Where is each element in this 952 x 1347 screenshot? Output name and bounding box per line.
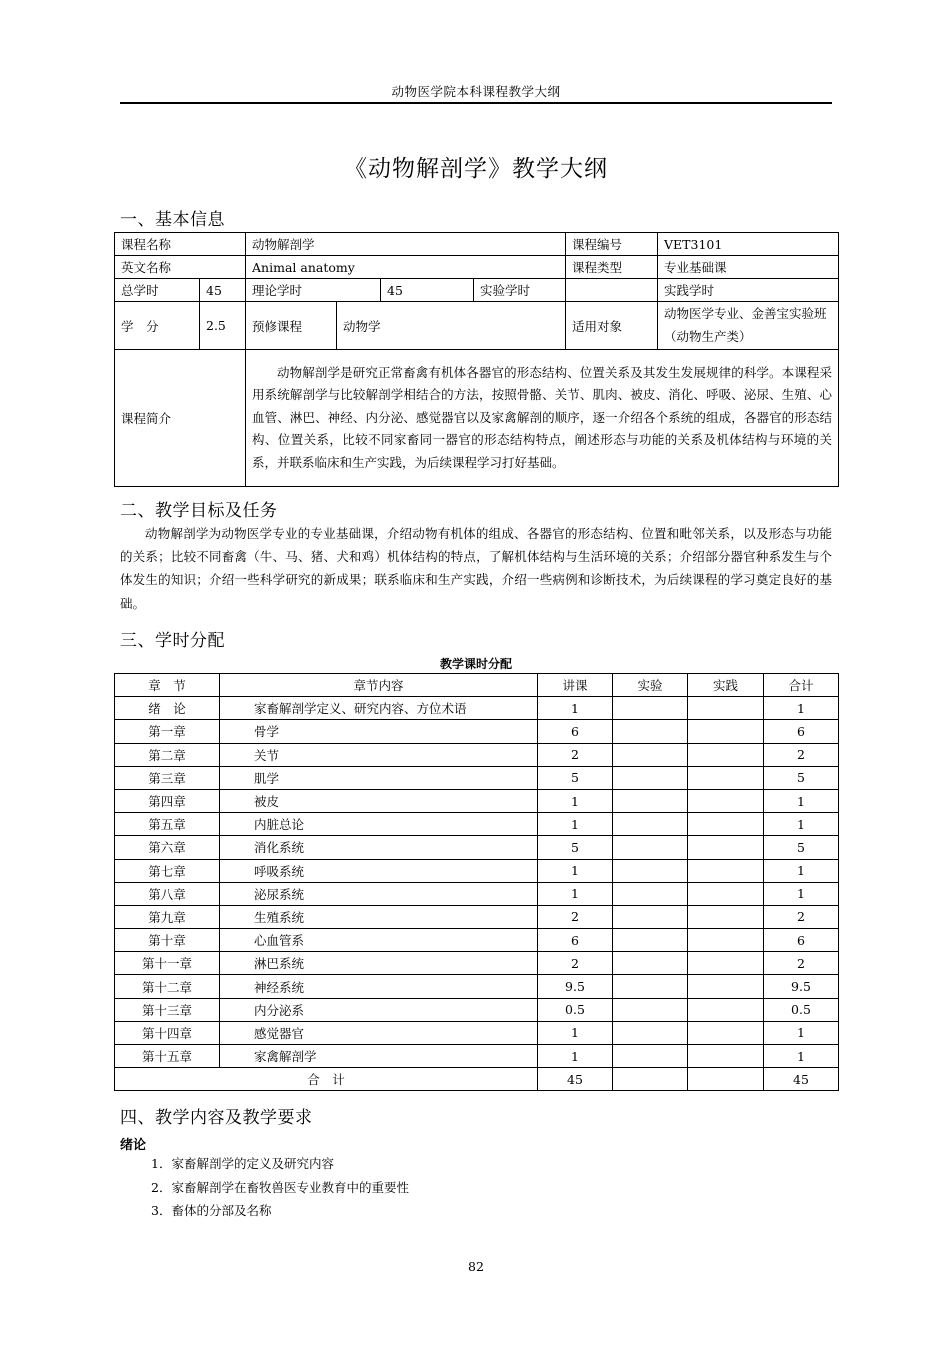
row-total: 2 — [764, 743, 839, 766]
row-practice — [688, 1045, 764, 1068]
row-lab — [613, 743, 688, 766]
row-content: 肌学 — [220, 766, 538, 789]
row-lecture: 1 — [538, 1045, 613, 1068]
row-total: 0.5 — [764, 998, 839, 1021]
intro-subheading: 绪论 — [120, 1138, 147, 1153]
credits-label: 学 分 — [115, 302, 200, 350]
course-name-label: 课程名称 — [115, 233, 246, 256]
row-chapter: 第六章 — [115, 836, 220, 859]
table-row — [115, 905, 839, 928]
table-row — [115, 882, 839, 905]
row-lab — [613, 882, 688, 905]
row-practice — [688, 766, 764, 789]
row-lab — [613, 1021, 688, 1044]
table-row — [115, 975, 839, 998]
row-total: 6 — [764, 929, 839, 952]
row-lab — [613, 1045, 688, 1068]
row-chapter: 第十三章 — [115, 998, 220, 1021]
intro-label: 课程简介 — [115, 350, 246, 487]
course-code-label: 课程编号 — [566, 233, 658, 256]
audience-label: 适用对象 — [566, 302, 658, 350]
row-content: 生殖系统 — [220, 905, 538, 928]
running-header: 动物医学院本科课程教学大纲 — [391, 84, 561, 99]
row-lecture: 1 — [538, 882, 613, 905]
row-content: 被皮 — [220, 789, 538, 812]
row-chapter: 绪 论 — [115, 697, 220, 720]
table-sum-row — [115, 1068, 839, 1091]
document-title: 《动物解剖学》教学大纲 — [344, 156, 608, 182]
basic-info-table — [114, 232, 839, 487]
row-lecture: 1 — [538, 813, 613, 836]
course-code: VET3101 — [658, 233, 839, 256]
row-total: 2 — [764, 905, 839, 928]
row-lab — [613, 859, 688, 882]
row-lecture: 1 — [538, 859, 613, 882]
course-type: 专业基础课 — [658, 256, 839, 279]
row-chapter: 第九章 — [115, 905, 220, 928]
row-lecture: 2 — [538, 905, 613, 928]
table-row — [115, 789, 839, 812]
row-lab — [613, 952, 688, 975]
row-chapter: 第三章 — [115, 766, 220, 789]
hours-header-row — [115, 674, 839, 697]
lab-hours-label: 实验学时 — [474, 279, 566, 302]
row-chapter: 第五章 — [115, 813, 220, 836]
objectives-paragraph: 动物解剖学为动物医学专业的专业基础课，介绍动物有机体的组成、各器官的形态结构、位置和毗邻关系，以及形态与功能的关系；比较不同畜禽（牛、马、猪、犬和鸡）机体结构的特点，了解机体结构与生活环境的关系；介绍部分器官种系发生与个体发生的知识；介绍一些科学研究的新成果；联系临床和生产实践，介绍一些病例和诊断技术，为后续课程的学习奠定良好的基础。 — [120, 526, 832, 611]
row-total: 9.5 — [764, 975, 839, 998]
row-total: 1 — [764, 859, 839, 882]
table-row — [115, 743, 839, 766]
hours-table-body — [115, 674, 839, 1091]
row-practice — [688, 720, 764, 743]
credits: 2.5 — [200, 302, 246, 350]
row-practice — [688, 859, 764, 882]
row-chapter: 第十二章 — [115, 975, 220, 998]
row-total: 1 — [764, 1045, 839, 1068]
row-content: 神经系统 — [220, 975, 538, 998]
row-content: 家禽解剖学 — [220, 1045, 538, 1068]
total-hours-label: 总学时 — [115, 279, 200, 302]
section-heading-content: 四、教学内容及教学要求 — [120, 1108, 313, 1128]
hours-table-caption: 教学课时分配 — [439, 657, 512, 671]
row-total: 1 — [764, 697, 839, 720]
row-lab — [613, 929, 688, 952]
row-practice — [688, 697, 764, 720]
row-chapter: 第四章 — [115, 789, 220, 812]
list-item: 2．家畜解剖学在畜牧兽医专业教育中的重要性 — [151, 1179, 409, 1195]
row-lecture: 2 — [538, 952, 613, 975]
list-item: 1．家畜解剖学的定义及研究内容 — [151, 1156, 334, 1171]
lab-hours — [566, 279, 658, 302]
section-heading-basic-info: 一、基本信息 — [120, 210, 225, 230]
row-content: 关节 — [220, 743, 538, 766]
table-row — [115, 1045, 839, 1068]
row-content: 骨学 — [220, 720, 538, 743]
row-practice — [688, 929, 764, 952]
sum-lecture: 45 — [538, 1068, 613, 1091]
row-lab — [613, 720, 688, 743]
row-practice — [688, 905, 764, 928]
row-chapter: 第七章 — [115, 859, 220, 882]
table-row — [115, 952, 839, 975]
row-practice — [688, 882, 764, 905]
row-chapter: 第十章 — [115, 929, 220, 952]
row-total: 5 — [764, 836, 839, 859]
row-lab — [613, 975, 688, 998]
row-lab — [613, 789, 688, 812]
section-heading-objectives: 二、教学目标及任务 — [120, 501, 278, 521]
prerequisite: 动物学 — [337, 302, 566, 350]
row-total: 1 — [764, 882, 839, 905]
header-chapter: 章 节 — [115, 674, 220, 697]
table-row — [115, 929, 839, 952]
row-lecture: 5 — [538, 766, 613, 789]
row-practice — [688, 813, 764, 836]
row-total: 6 — [764, 720, 839, 743]
row-practice — [688, 836, 764, 859]
header-lab: 实验 — [613, 674, 688, 697]
english-name-label: 英文名称 — [115, 256, 246, 279]
row-practice — [688, 952, 764, 975]
list-item: 3．畜体的分部及名称 — [151, 1203, 272, 1218]
row-total: 1 — [764, 1021, 839, 1044]
row-content: 淋巴系统 — [220, 952, 538, 975]
table-row — [115, 720, 839, 743]
row-chapter: 第十四章 — [115, 1021, 220, 1044]
row-total: 2 — [764, 952, 839, 975]
row-lecture: 5 — [538, 836, 613, 859]
row-lecture: 1 — [538, 789, 613, 812]
intro-requirement-list — [151, 1152, 409, 1223]
row-lab — [613, 998, 688, 1021]
theory-hours: 45 — [381, 279, 474, 302]
table-row — [115, 836, 839, 859]
row-chapter: 第十五章 — [115, 1045, 220, 1068]
header-total: 合计 — [764, 674, 839, 697]
row-lecture: 6 — [538, 720, 613, 743]
row-content: 内分泌系 — [220, 998, 538, 1021]
row-chapter: 第二章 — [115, 743, 220, 766]
prerequisite-label: 预修课程 — [246, 302, 337, 350]
row-total: 1 — [764, 789, 839, 812]
table-row — [115, 697, 839, 720]
sum-label: 合 计 — [115, 1068, 538, 1091]
practice-hours-label: 实践学时 — [658, 279, 839, 302]
theory-hours-label: 理论学时 — [246, 279, 381, 302]
table-row — [115, 998, 839, 1021]
row-content: 感觉器官 — [220, 1021, 538, 1044]
row-content: 消化系统 — [220, 836, 538, 859]
table-row — [115, 813, 839, 836]
row-chapter: 第一章 — [115, 720, 220, 743]
sum-lab — [613, 1068, 688, 1091]
row-total: 1 — [764, 813, 839, 836]
english-name: Animal anatomy — [246, 256, 566, 279]
row-content: 家畜解剖学定义、研究内容、方位术语 — [220, 697, 538, 720]
row-content: 泌尿系统 — [220, 882, 538, 905]
course-name: 动物解剖学 — [246, 233, 566, 256]
total-hours: 45 — [200, 279, 246, 302]
row-content: 内脏总论 — [220, 813, 538, 836]
header-content: 章节内容 — [220, 674, 538, 697]
row-chapter: 第八章 — [115, 882, 220, 905]
audience: 动物医学专业、金善宝实验班（动物生产类） — [658, 302, 839, 350]
row-lab — [613, 836, 688, 859]
header-lecture: 讲课 — [538, 674, 613, 697]
row-practice — [688, 998, 764, 1021]
row-lecture: 0.5 — [538, 998, 613, 1021]
row-content: 心血管系 — [220, 929, 538, 952]
row-practice — [688, 975, 764, 998]
section-heading-hours: 三、学时分配 — [120, 631, 225, 651]
sum-practice — [688, 1068, 764, 1091]
table-row — [115, 1021, 839, 1044]
course-type-label: 课程类型 — [566, 256, 658, 279]
row-lab — [613, 697, 688, 720]
row-lecture: 6 — [538, 929, 613, 952]
page-number: 82 — [468, 1259, 484, 1274]
row-practice — [688, 743, 764, 766]
row-lab — [613, 766, 688, 789]
table-row — [115, 766, 839, 789]
row-lecture: 1 — [538, 697, 613, 720]
row-lecture: 1 — [538, 1021, 613, 1044]
sum-total: 45 — [764, 1068, 839, 1091]
course-intro: 动物解剖学是研究正常畜禽有机体各器官的形态结构、位置关系及其发生发展规律的科学。本课程采用系统解剖学与比较解剖学相结合的方法，按照骨骼、关节、肌肉、被皮、消化、呼吸、泌尿、生殖、心血管、淋巴、神经、内分泌、感觉器官以及家禽解剖的顺序，逐一介绍各个系统的组成，各器官的形态结构、位置关系，比较不同家畜同一器官的形态结构特点，阐述形态与功能的关系及机体结构与环境的关系，并联系临床和生产实践，为后续课程学习打好基础。 — [246, 350, 839, 487]
row-practice — [688, 789, 764, 812]
header-practice: 实践 — [688, 674, 764, 697]
row-lecture: 9.5 — [538, 975, 613, 998]
table-row — [115, 859, 839, 882]
row-practice — [688, 1021, 764, 1044]
row-lab — [613, 905, 688, 928]
row-content: 呼吸系统 — [220, 859, 538, 882]
row-lecture: 2 — [538, 743, 613, 766]
row-total: 5 — [764, 766, 839, 789]
header-rule — [120, 102, 832, 104]
row-lab — [613, 813, 688, 836]
row-chapter: 第十一章 — [115, 952, 220, 975]
hours-table — [114, 673, 839, 1091]
